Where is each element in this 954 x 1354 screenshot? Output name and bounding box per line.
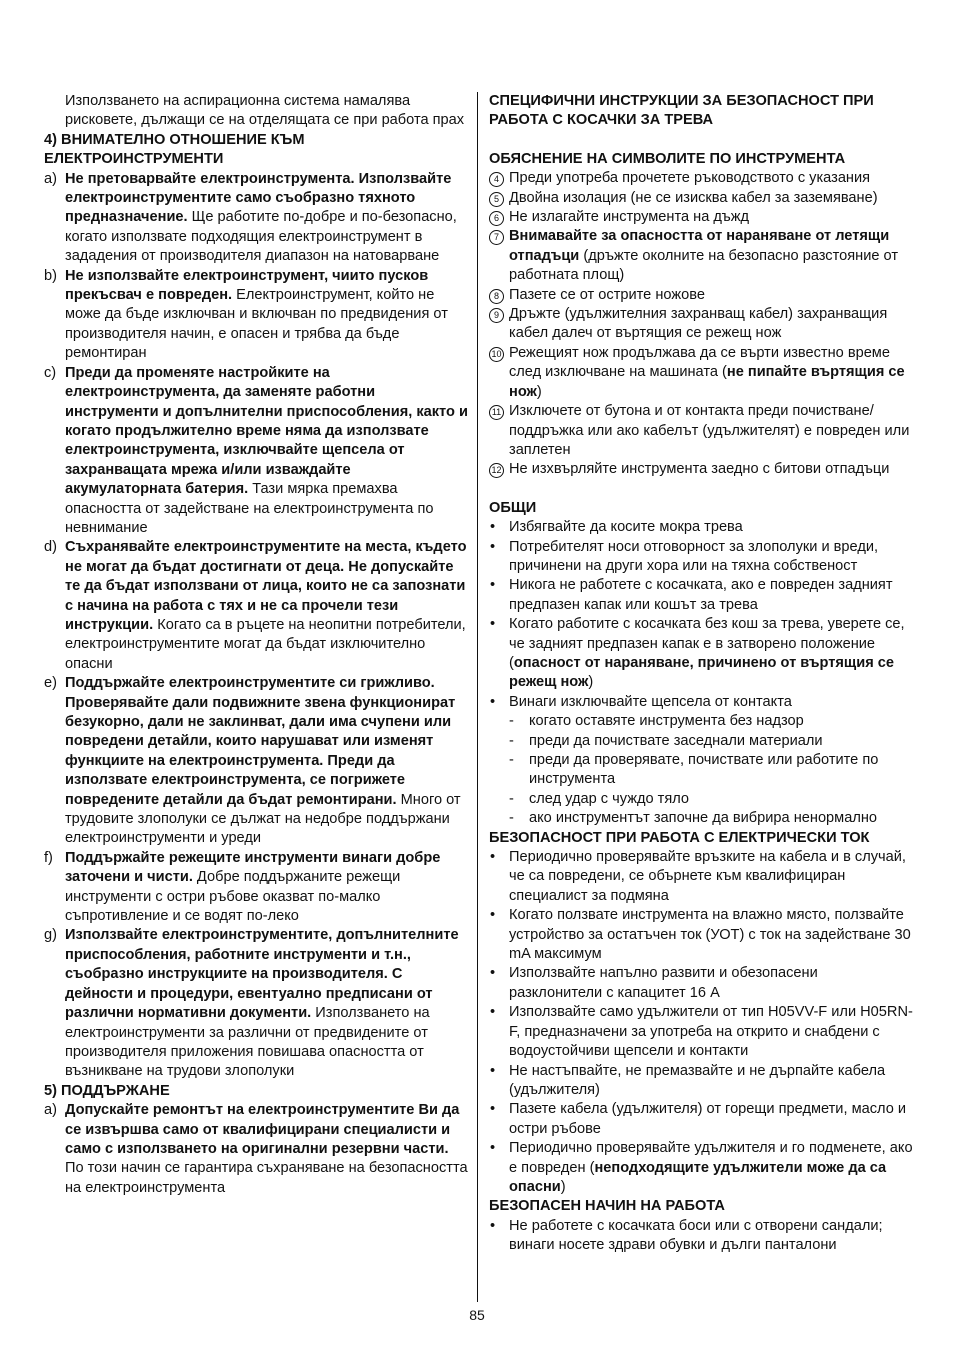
text-part: Внимавайте за опасността от нараняване от летящи отпадъци	[509, 228, 890, 264]
list-item	[44, 170, 470, 267]
dash-text: ако инструментът започне да вибрира ненормално	[529, 810, 878, 827]
symbol-item	[489, 286, 913, 305]
bullet-item	[489, 1217, 913, 1256]
dash-marker: -	[509, 810, 514, 827]
item-text: Добре поддържаните режещи инструменти с остри ръбове оказват по-малко съпротивление и се водят по-леко	[65, 869, 401, 925]
dash-item	[489, 732, 913, 751]
symbol-item	[489, 189, 913, 208]
dash-marker: -	[509, 732, 514, 749]
text-part: Не излагайте инструмента на дъжд	[509, 209, 749, 226]
bullet-marker: •	[490, 907, 496, 924]
text-part: Пазете кабела (удължителя) от горещи предмети, масло и остри ръбове	[509, 1101, 907, 1137]
symbol-number: 9	[489, 308, 504, 323]
symbols-title: ОБЯСНЕНИЕ НА СИМВОЛИТЕ ПО ИНСТРУМЕНТА	[489, 150, 846, 167]
text-part: Двойна изолация (не се изисква кабел за заземяване)	[509, 189, 878, 206]
text-part: )	[560, 1178, 566, 1195]
item-text: Ще работите по-добре и по-безопасно, когато използвате подходящия електроинструмент в зададения от производителя диапазон на натоварване	[65, 209, 457, 265]
item-label: d)	[44, 539, 57, 556]
dash-text: когато оставяте инструмента без надзор	[529, 713, 804, 730]
safe-operation-title: БЕЗОПАСЕН НАЧИН НА РАБОТА	[489, 1198, 725, 1215]
symbol-item	[489, 305, 913, 344]
dash-item	[489, 809, 913, 828]
text-part: )	[536, 383, 542, 400]
symbol-number: 10	[489, 347, 504, 362]
general-list	[489, 518, 913, 712]
dash-marker: -	[509, 713, 514, 730]
bullet-marker: •	[490, 693, 496, 710]
bullet-item	[489, 615, 913, 693]
dash-text: преди да проверявате, почиствате или работите по инструмента	[529, 752, 879, 788]
text-part: опасност от нараняване, причинено от въртящия се режещ нож	[509, 654, 895, 691]
page-number: 85	[469, 1307, 485, 1323]
bullet-marker: •	[490, 538, 496, 555]
text-part: Пазете се от острите ножове	[509, 286, 705, 303]
dash-item	[489, 751, 913, 790]
section-4-title: 4) ВНИМАТЕЛНО ОТНОШЕНИЕ КЪМ ЕЛЕКТРОИНСТРУМЕНТИ	[44, 131, 305, 168]
text-part: (дръжте околните на безопасно разстояние от работната площ)	[509, 247, 898, 284]
text-part: неподходящите удължители може да са опасни	[509, 1159, 887, 1195]
bullet-item	[489, 1003, 913, 1061]
bullet-marker: •	[490, 1062, 496, 1079]
text-part: Дръжте (удължителния захранващ кабел) захранващия кабел далеч от въртящия се режещ нож	[509, 306, 888, 342]
symbol-item	[489, 227, 913, 285]
bullet-marker: •	[490, 1101, 496, 1118]
item-bold-text: Използвайте електроинструментите, допълнителните приспособления, работните инструменти и т.н., съобразно инструкциите на производителя. С дейности и процедури, евентуално предписани от различни нормативни документи.	[65, 927, 459, 1022]
text-part: Когато ползвате инструмента на влажно място, ползвайте устройство за остатъчен ток (УОТ) с ток на задействане 30 mA максимум	[509, 907, 911, 963]
section-5-list	[44, 1101, 470, 1198]
bullet-marker: •	[490, 1217, 496, 1234]
list-item	[44, 364, 470, 539]
bullet-item	[489, 964, 913, 1003]
text-part: Периодично проверявайте удължителя и го подменете, ако е повреден (	[509, 1140, 913, 1176]
text-part: Винаги изключвайте щепсела от контакта	[509, 693, 792, 710]
text-part: Потребителят носи отговорност за злополуки и вреди, причинени на други хора или на тяхна собственост	[509, 538, 879, 574]
symbol-number: 11	[489, 405, 504, 420]
symbol-item	[489, 344, 913, 402]
list-item	[44, 1101, 470, 1198]
text-part: Когато работите с косачката без кош за трева, уверете се, че задният предпазен капак е в затворено положение (	[509, 616, 905, 671]
list-item	[44, 267, 470, 364]
item-label: a)	[44, 170, 57, 187]
list-item	[44, 849, 470, 927]
bullet-item	[489, 1139, 913, 1197]
item-text: Когато са в ръцете на неопитни потребители, електроинструментите могат да бъдат изключително опасни	[65, 616, 466, 672]
dash-text: преди да почиствате заседнали материали	[529, 732, 823, 749]
item-text: Тази мярка премахва опасността от задействане на електроинструмента по невнимание	[65, 481, 434, 536]
item-label: a)	[44, 1102, 57, 1119]
text-part: Преди употреба прочетете ръководството с указания	[509, 170, 871, 187]
bullet-item	[489, 848, 913, 906]
item-bold-text: Съхранявайте електроинструментите на места, където не могат да бъдат достигнати от деца. Не допускайте те да бъдат използвани от лица, които не са запознати с начина на работа с тях и не са прочели тези инструкции.	[65, 539, 467, 633]
item-label: b)	[44, 267, 57, 284]
item-text: Много от трудовите злополуки се дължат на недобре поддържани електроинструменти и уреди	[65, 791, 461, 847]
bullet-item	[489, 693, 913, 712]
bullet-marker: •	[490, 519, 496, 536]
dash-item	[489, 790, 913, 809]
text-part: Изключете от бутона и от контакта преди почистване/поддръжка или ако кабелът (удължителят) е повреден или заплетен	[509, 403, 910, 458]
section-4-list	[44, 170, 470, 1082]
item-bold-text: Не претоварвайте електроинструмента. Използвайте електроинструментите само съобразно тяхното предназначение.	[65, 170, 452, 226]
item-bold-text: Преди да променяте настройките на електроинструмента, да заменяте работни инструменти и допълнителни приспособления, както и когато продължително време няма да използвате електроинструмента, изключвайте щепсела от захранващата мрежа и/или изваждайте акумулаторната батерия.	[65, 364, 468, 498]
bullet-item	[489, 906, 913, 964]
item-label: e)	[44, 675, 57, 692]
electrical-safety-title: БЕЗОПАСНОСТ ПРИ РАБОТА С ЕЛЕКТРИЧЕСКИ ТОК	[489, 829, 870, 846]
symbols-list	[489, 169, 913, 480]
dash-marker: -	[509, 752, 514, 768]
symbol-item	[489, 402, 913, 460]
bullet-item	[489, 518, 913, 537]
symbol-item	[489, 460, 913, 479]
bullet-marker: •	[490, 616, 496, 633]
unplug-sublist	[489, 712, 913, 828]
item-text: Използването на електроинструменти за различни от предвидените от производителя приложения повишава опасността от възникване на трудови злополуки	[65, 1005, 430, 1080]
item-bold-text: Поддържайте режещите инструменти винаги добре заточени и чисти.	[65, 849, 441, 886]
list-item	[44, 538, 470, 674]
text-part: Използвайте само удължители от тип H05VV-F или H05RN-F, предназначени за употреба на открито и снабдени с водоустойчиви щепсели и контакти	[509, 1004, 913, 1060]
item-label: g)	[44, 927, 57, 944]
item-label: c)	[44, 364, 57, 381]
text-part: Режещият нож продължава да се върти известно време след изключване на машината (	[509, 344, 890, 381]
text-part: Не изхвърляйте инструмента заедно с битови отпадъци	[509, 461, 890, 478]
text-part: Никога не работете с косачката, ако е повреден задният предпазен капак или кошът за трева	[509, 577, 893, 613]
right-column	[489, 92, 913, 1256]
bullet-marker: •	[490, 965, 496, 982]
symbol-item	[489, 169, 913, 188]
item-bold-text: Поддържайте електроинструментите си грижливо. Проверявайте дали подвижните звена функционират безукорно, дали не заклинват, дали има счупени или повредени детайли, които нарушават или изменят функциите на електроинструмента. Преди да използвате електроинструмента, се погрижете повредените детайли да бъдат ремонтирани.	[65, 675, 456, 808]
bullet-item	[489, 1100, 913, 1139]
section-5-title: 5) ПОДДЪРЖАНЕ	[44, 1082, 170, 1099]
text-part: Избягвайте да косите мокра трева	[509, 519, 743, 536]
dash-text: след удар с чуждо тяло	[529, 790, 690, 807]
text-part: Не работете с косачката боси или с отворени сандали; винаги носете здрави обувки и дълги панталони	[509, 1217, 883, 1254]
column-divider	[477, 92, 478, 1302]
item-text: Електроинструмент, който не може да бъде изключван и включван по предвидения от производителя начин, е опасен и трябва да бъде ремонтиран	[65, 287, 448, 362]
general-title: ОБЩИ	[489, 499, 537, 516]
text-part: Периодично проверявайте връзките на кабела и в случай, че са повредени, се обърнете към квалифициран специалист за подмяна	[509, 849, 906, 904]
symbol-number: 5	[489, 192, 504, 207]
left-column	[44, 92, 470, 1198]
item-label: f)	[44, 849, 53, 866]
symbol-item	[489, 208, 913, 227]
dash-marker: -	[509, 790, 514, 807]
bullet-marker: •	[490, 1004, 496, 1021]
electrical-list	[489, 848, 913, 1197]
symbol-number: 12	[489, 463, 504, 478]
dash-item	[489, 712, 913, 731]
symbol-number: 7	[489, 230, 504, 245]
list-item	[44, 926, 470, 1081]
text-part: )	[588, 674, 594, 691]
symbol-number: 8	[489, 289, 504, 304]
bullet-item	[489, 576, 913, 615]
bullet-marker: •	[490, 577, 496, 594]
safe-operation-list	[489, 1217, 913, 1256]
list-item	[44, 674, 470, 849]
symbol-number: 4	[489, 172, 504, 187]
text-part: Използвайте напълно развити и обезопасени разклонители с капацитет 16 А	[509, 965, 818, 1001]
symbol-number: 6	[489, 211, 504, 226]
lawnmower-safety-title: СПЕЦИФИЧНИ ИНСТРУКЦИИ ЗА БЕЗОПАСНОСТ ПРИ РАБОТА С КОСАЧКИ ЗА ТРЕВА	[489, 93, 874, 129]
item-bold-text: Не използвайте електроинструмент, чиито пусков прекъсвач е повреден.	[65, 267, 429, 304]
bullet-marker: •	[490, 849, 496, 866]
bullet-item	[489, 538, 913, 577]
item-bold-text: Допускайте ремонтът на електроинструментите Ви да се извършва само от квалифицирани специалисти и само с използването на оригинални резервни части.	[65, 1102, 460, 1157]
item-text: По този начин се гарантира съхраняване на безопасността на електроинструмента	[65, 1160, 468, 1196]
bullet-item	[489, 1062, 913, 1101]
text-part: Не настъпвайте, не премазвайте и не дърпайте кабела (удължителя)	[509, 1062, 886, 1098]
intro-paragraph: Използването на аспирационна система намалява рисковете, дължащи се на отделящата се при работа прах	[65, 93, 465, 129]
text-part: не пипайте въртящия се нож	[509, 364, 905, 400]
bullet-marker: •	[490, 1140, 496, 1157]
